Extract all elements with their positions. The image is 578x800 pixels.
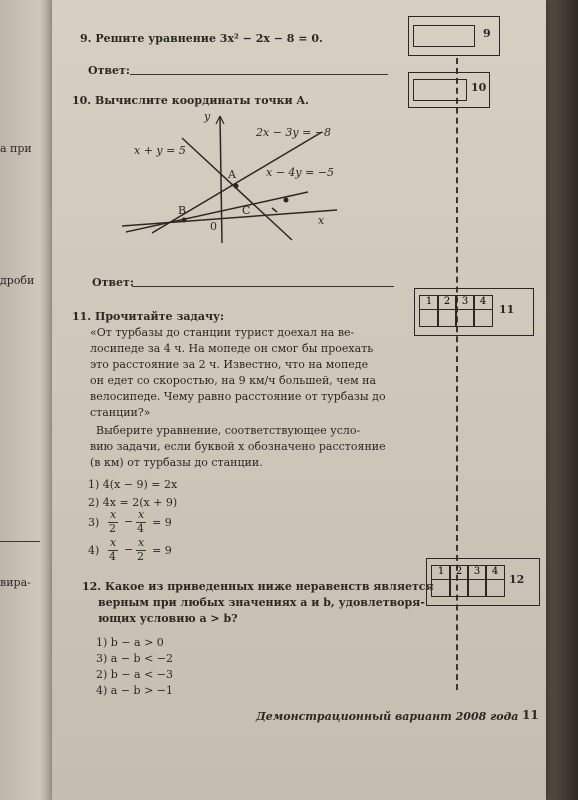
q11-cell-answer[interactable] bbox=[419, 309, 439, 327]
q11-option-1[interactable]: 1) 4(x − 9) = 2x bbox=[88, 478, 178, 491]
q12-text-line: верным при любых значениях a и b, удовлетворя- bbox=[98, 596, 425, 609]
q10-answer-label: Ответ: bbox=[92, 276, 134, 289]
footer-title: Демонстрационный вариант 2008 года bbox=[256, 710, 519, 723]
fraction-denominator: 4 bbox=[109, 550, 116, 563]
q11-cell-header: 2 bbox=[437, 295, 457, 310]
fraction-numerator: x bbox=[138, 536, 145, 549]
q11-cell-header: 3 bbox=[455, 295, 475, 310]
q11-cell-header: 4 bbox=[473, 295, 493, 310]
margin-fragment: а при bbox=[0, 142, 32, 155]
q12-cell-header: 1 bbox=[431, 565, 451, 580]
q12-cell-header: 3 bbox=[467, 565, 487, 580]
page-number: 11 bbox=[522, 708, 539, 722]
q10-box-number: 10 bbox=[471, 81, 487, 94]
margin-fragment: дроби bbox=[0, 274, 35, 287]
fraction-numerator: x bbox=[110, 536, 117, 549]
q11-paragraph-line: лосипеде за 4 ч. На мопеде он смог бы проехать bbox=[90, 342, 374, 355]
q9-answer-label: Ответ: bbox=[88, 64, 130, 77]
fraction-denominator: 2 bbox=[109, 522, 116, 535]
margin-answer-line bbox=[0, 541, 40, 542]
q10-text: 10. Вычислите координаты точки A. bbox=[72, 94, 309, 107]
graph-y-label: y bbox=[204, 110, 211, 123]
q9-answer-box[interactable] bbox=[408, 16, 500, 56]
fraction-denominator: 4 bbox=[137, 522, 144, 535]
q12-cell-header: 4 bbox=[485, 565, 505, 580]
graph-eq1: x + y = 5 bbox=[134, 144, 186, 157]
line-x-plus-y bbox=[182, 138, 292, 240]
q12-text-line: ющих условию a > b? bbox=[98, 612, 238, 625]
q12-box-number: 12 bbox=[509, 573, 525, 586]
q11-cell-answer[interactable] bbox=[455, 309, 475, 327]
fraction-denominator: 2 bbox=[137, 550, 144, 563]
q9-answer-cell[interactable] bbox=[413, 25, 475, 47]
q12-option[interactable]: 4) a − b > −1 bbox=[96, 684, 174, 697]
fraction-numerator: x bbox=[138, 508, 145, 521]
q11-paragraph-line: это расстояние за 2 ч. Известно, что на мопеде bbox=[90, 358, 369, 371]
q11-option-3-rhs: = 9 bbox=[152, 516, 172, 529]
q11-instruction-line: Выберите уравнение, соответствующее усло- bbox=[96, 424, 361, 437]
q11-cell-answer[interactable] bbox=[473, 309, 493, 327]
q10-answer-cell[interactable] bbox=[413, 79, 467, 101]
q11-option-4-number[interactable]: 4) bbox=[88, 544, 100, 557]
q11-cell-answer[interactable] bbox=[437, 309, 457, 327]
fraction-numerator: x bbox=[110, 508, 117, 521]
graph-x-label: x bbox=[318, 214, 325, 227]
q12-option[interactable]: 2) b − a < −3 bbox=[96, 668, 174, 681]
q9-answer-line[interactable] bbox=[130, 74, 388, 75]
point-b bbox=[182, 218, 187, 223]
y-axis bbox=[220, 116, 222, 243]
minus-sign: − bbox=[124, 543, 134, 556]
graph-point-c-label: C bbox=[242, 204, 251, 217]
graph-point-b-label: B bbox=[178, 204, 187, 217]
q11-option-3-number[interactable]: 3) bbox=[88, 516, 100, 529]
q11-option-2[interactable]: 2) 4x = 2(x + 9) bbox=[88, 496, 178, 509]
q12-cell-answer[interactable] bbox=[485, 579, 505, 597]
book-edge bbox=[546, 0, 578, 800]
q12-option[interactable]: 3) a − b < −2 bbox=[96, 652, 174, 665]
q11-paragraph-line: «От турбазы до станции турист доехал на ве- bbox=[90, 326, 355, 339]
q12-option[interactable]: 1) b − a > 0 bbox=[96, 636, 164, 649]
q12-cell-answer[interactable] bbox=[449, 579, 469, 597]
q12-answer-box[interactable] bbox=[426, 558, 540, 606]
q10-answer-line[interactable] bbox=[132, 286, 394, 287]
graph-eq3: x − 4y = −5 bbox=[266, 166, 335, 179]
q12-cell-header: 2 bbox=[449, 565, 469, 580]
q11-instruction-line: вию задачи, если буквой x обозначено расстояние bbox=[90, 440, 386, 453]
q11-paragraph-line: велосипеде. Чему равно расстояние от турбазы до bbox=[90, 390, 386, 403]
q9-box-number: 9 bbox=[483, 27, 491, 40]
q11-cell-header: 1 bbox=[419, 295, 439, 310]
q11-option-4-rhs: = 9 bbox=[152, 544, 172, 557]
q11-paragraph-line: он едет со скоростью, на 9 км/ч большей, чем на bbox=[90, 374, 377, 387]
q11-answer-box[interactable] bbox=[414, 288, 534, 336]
point-c bbox=[284, 198, 289, 203]
q12-cell-answer[interactable] bbox=[467, 579, 487, 597]
graph-point-a-label: A bbox=[228, 168, 236, 181]
graph-origin-label: 0 bbox=[210, 220, 217, 233]
q11-paragraph-line: станции?» bbox=[90, 406, 151, 419]
q10-answer-box[interactable] bbox=[408, 72, 490, 108]
q11-title: 11. Прочитайте задачу: bbox=[72, 310, 225, 323]
previous-page-edge bbox=[0, 0, 56, 800]
graph-eq2: 2x − 3y = −8 bbox=[256, 126, 332, 139]
line-x-4y bbox=[126, 192, 308, 232]
x-axis bbox=[122, 210, 337, 226]
minus-sign: − bbox=[124, 515, 134, 528]
exam-page bbox=[52, 0, 546, 800]
q12-cell-answer[interactable] bbox=[431, 579, 451, 597]
q11-box-number: 11 bbox=[499, 303, 515, 316]
x-axis-arrow bbox=[272, 208, 277, 212]
q12-text-line: 12. Какое из приведенных ниже неравенств является bbox=[82, 580, 434, 593]
q11-instruction-line: (в км) от турбазы до станции. bbox=[90, 456, 263, 469]
margin-fragment: вира- bbox=[0, 576, 31, 589]
q9-text: 9. Решите уравнение 3x² − 2x − 8 = 0. bbox=[80, 32, 323, 45]
point-a bbox=[234, 184, 239, 189]
